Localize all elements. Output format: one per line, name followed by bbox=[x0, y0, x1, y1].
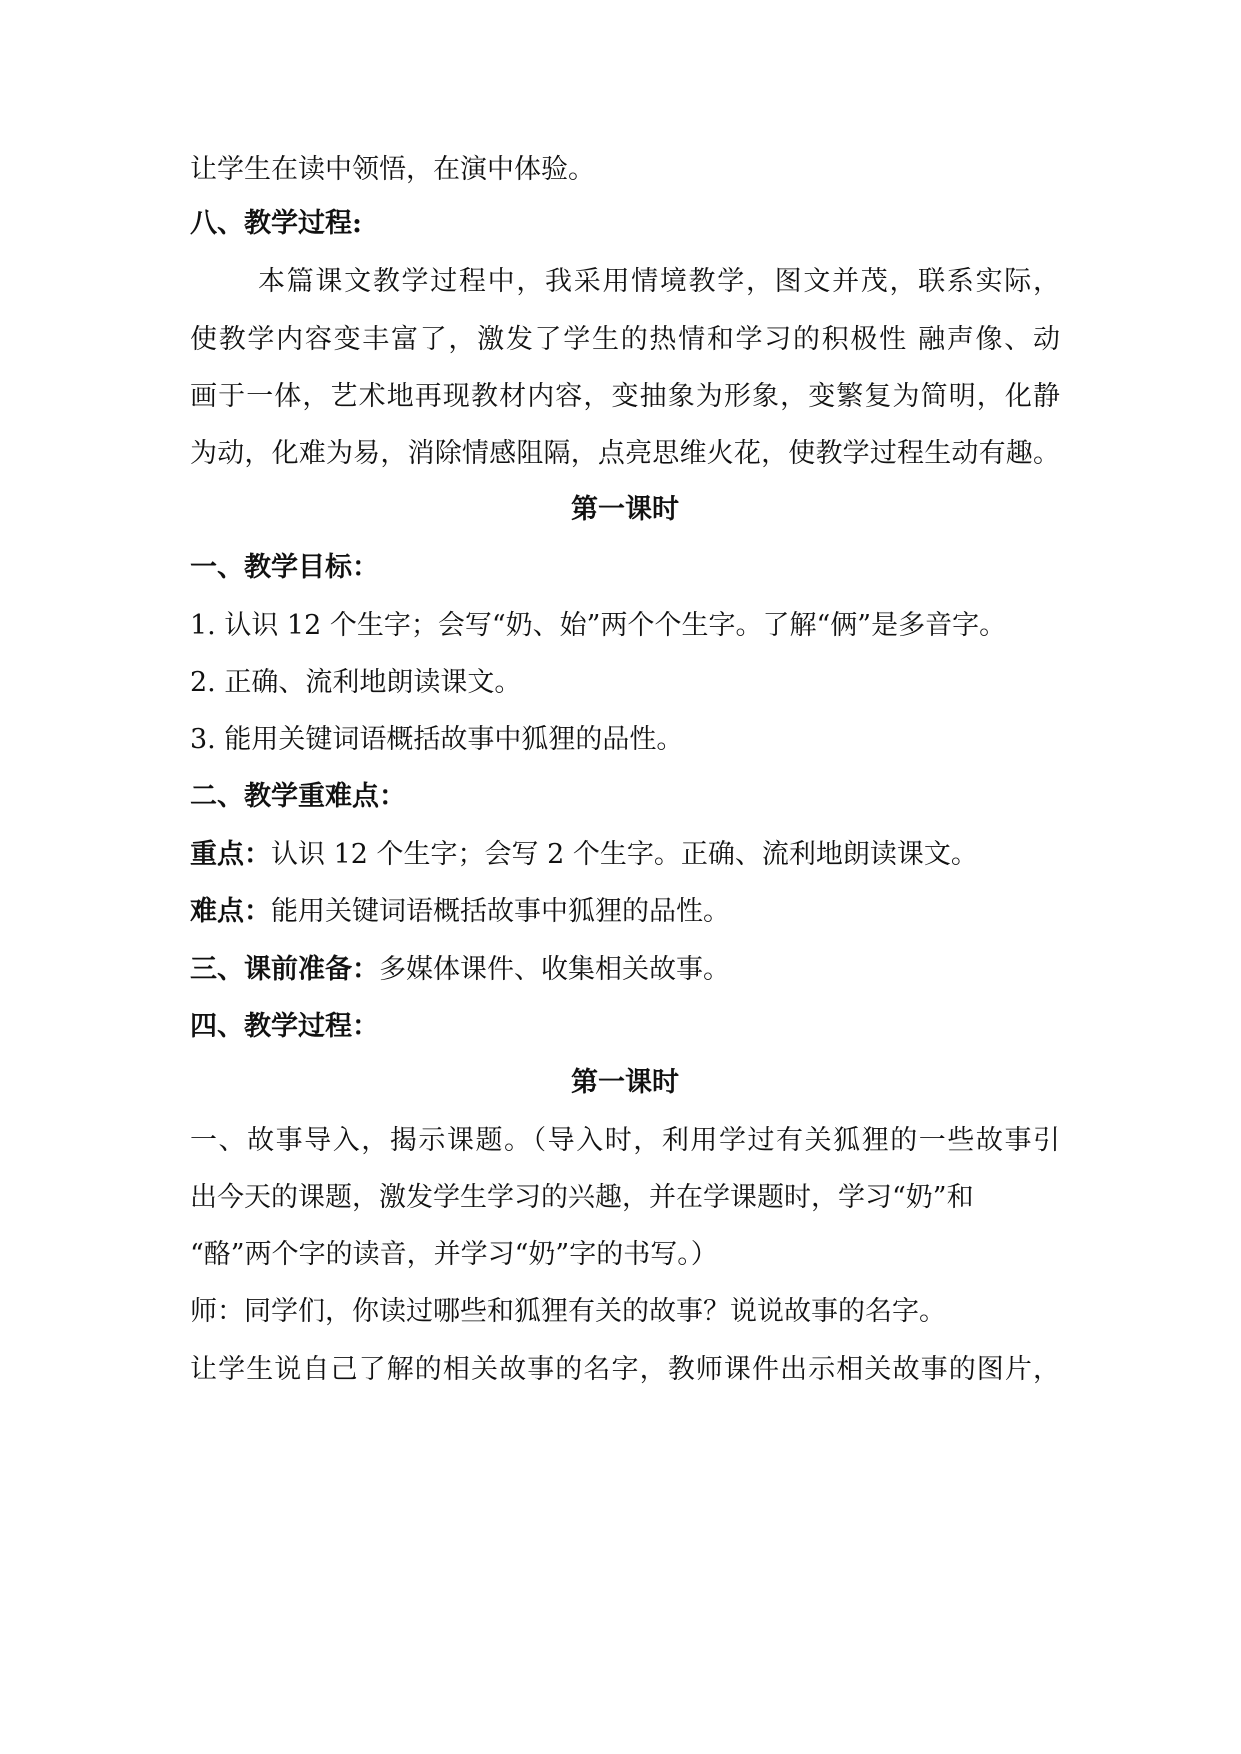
hard-points-line bbox=[190, 892, 1060, 932]
teacher-question-line: 师：同学们，你读过哪些和狐狸有关的故事？说说故事的名字。 bbox=[190, 1296, 946, 1327]
section8-paragraph-line1: 本篇课文教学过程中，我采用情境教学，图文并茂，联系实际， bbox=[258, 266, 1060, 297]
section8-paragraph-line3: 画于一体，艺术地再现教材内容，变抽象为形象，变繁复为简明，化静 bbox=[190, 381, 1060, 412]
step1-line2: 出今天的课题，激发学生学习的兴趣，并在学课题时，学习“奶”和 bbox=[190, 1182, 974, 1213]
prep-line bbox=[190, 950, 1060, 990]
key-points-text: 认识 12 个生字；会写 2 个生字。正确、流利地朗读课文。 bbox=[271, 839, 978, 870]
step1-line3: “酪”两个字的读音，并学习“奶”字的书写。） bbox=[190, 1239, 718, 1270]
goal-item-1: 1. 认识 12 个生字；会写“奶、始”两个个生字。了解“俩”是多音字。 bbox=[190, 610, 1007, 641]
lesson-title-2: 第一课时 bbox=[571, 1067, 679, 1098]
goal-item-2: 2. 正确、流利地朗读课文。 bbox=[190, 667, 522, 698]
difficulties-heading: 二、教学重难点： bbox=[190, 781, 406, 812]
intro-tail-text: 让学生在读中领悟，在演中体验。 bbox=[190, 154, 595, 185]
process-heading: 四、教学过程： bbox=[190, 1011, 379, 1042]
prep-label: 三、课前准备： bbox=[190, 954, 379, 985]
hard-points-label: 难点： bbox=[190, 896, 271, 927]
key-points-label: 重点： bbox=[190, 839, 271, 870]
lesson-title-1: 第一课时 bbox=[571, 494, 679, 525]
prep-text: 多媒体课件、收集相关故事。 bbox=[379, 954, 730, 985]
section8-paragraph-line4: 为动，化难为易，消除情感阻隔，点亮思维火花，使教学过程生动有趣。 bbox=[190, 438, 1060, 469]
section8-paragraph-line2: 使教学内容变丰富了，激发了学生的热情和学习的积极性 融声像、动 bbox=[190, 324, 1060, 355]
goals-heading: 一、教学目标： bbox=[190, 552, 379, 583]
goal-item-3: 3. 能用关键词语概括故事中狐狸的品性。 bbox=[190, 724, 684, 755]
hard-points-text: 能用关键词语概括故事中狐狸的品性。 bbox=[271, 896, 730, 927]
key-points-line bbox=[190, 835, 1060, 875]
section8-heading: 八、教学过程: bbox=[190, 208, 362, 239]
student-response-line: 让学生说自己了解的相关故事的名字，教师课件出示相关故事的图片， bbox=[190, 1354, 1060, 1385]
step1-line1: 一、故事导入，揭示课题。（导入时，利用学过有关狐狸的一些故事引 bbox=[190, 1125, 1060, 1156]
